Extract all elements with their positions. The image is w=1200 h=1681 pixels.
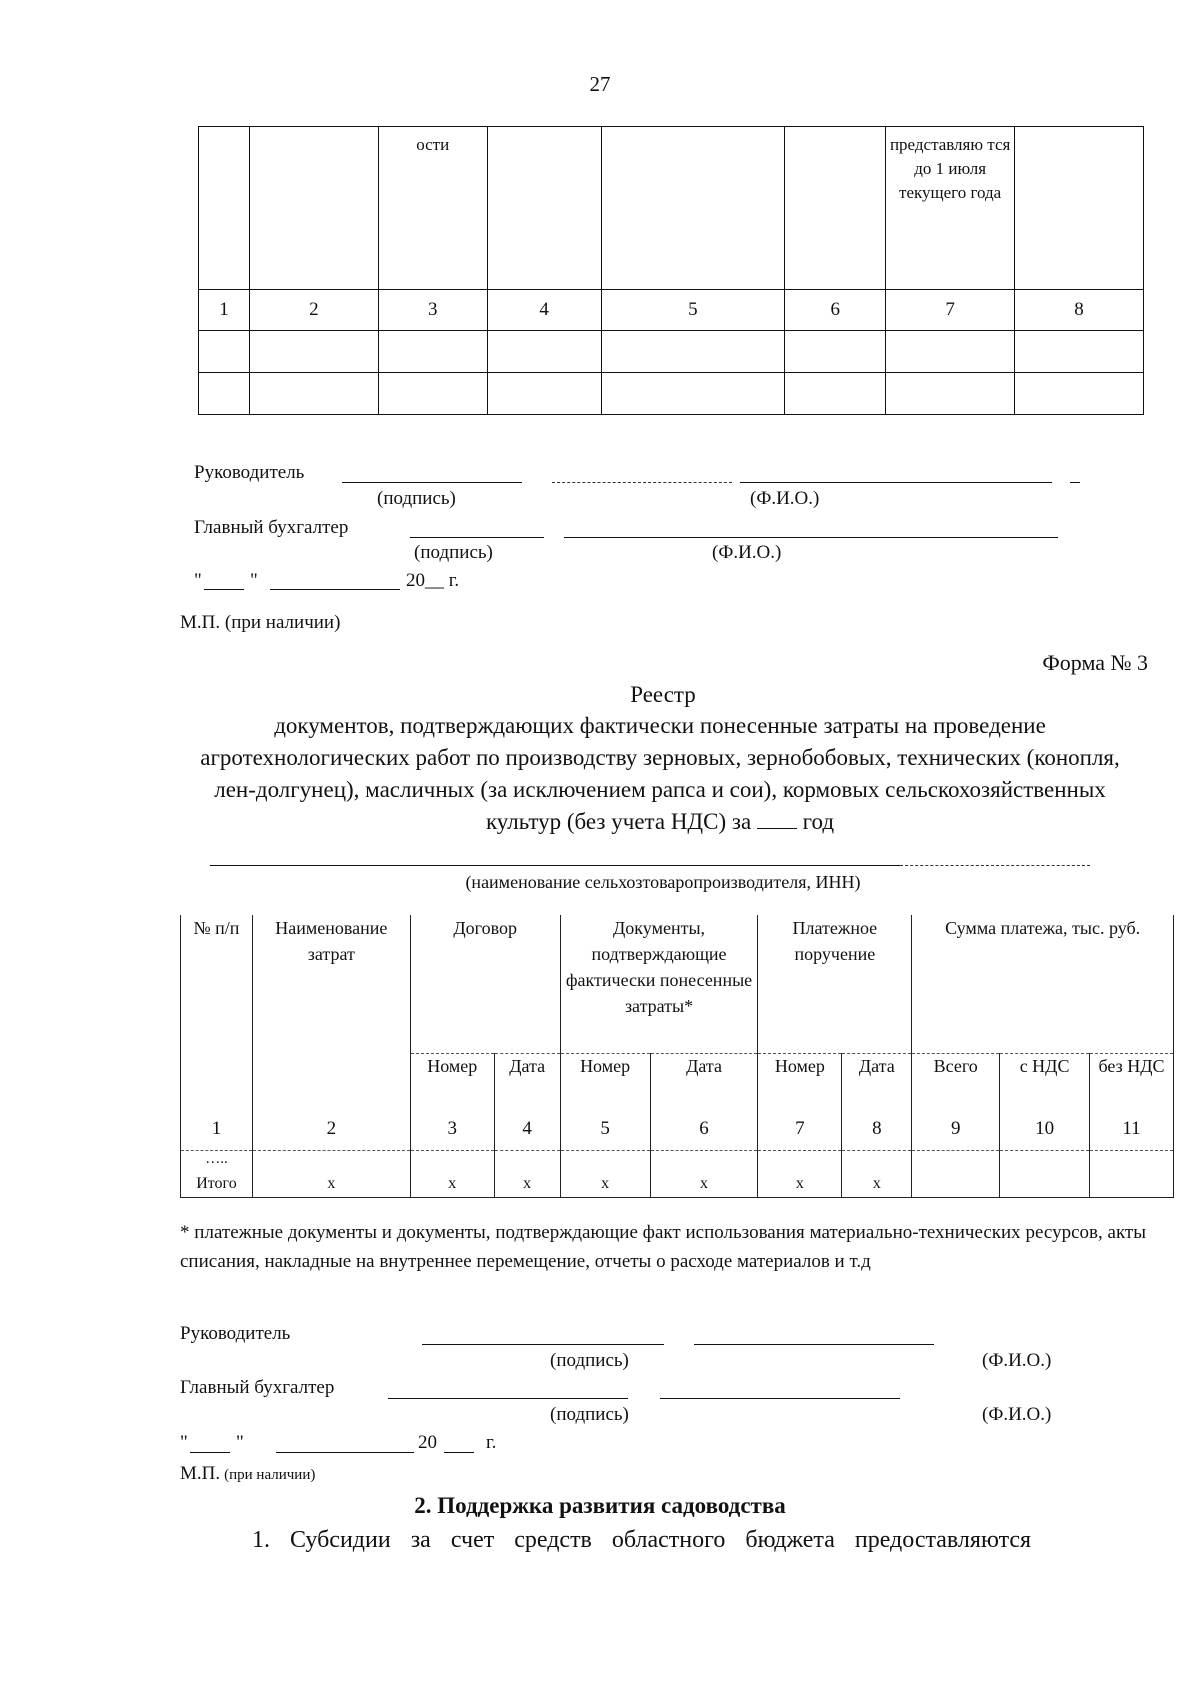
fio-caption: (Ф.И.О.) [712,542,782,563]
register-subtitle [180,710,1140,838]
total-cell: х [252,1171,410,1198]
signature-line [422,1344,664,1345]
column-number: 5 [601,290,785,331]
subheader: с НДС [1000,1054,1090,1109]
total-cell: х [650,1171,758,1198]
date-quote-open: " [180,1432,188,1453]
column-number: 4 [494,1108,560,1151]
head-label: Руководитель [180,1323,291,1344]
subheader: Дата [842,1054,912,1109]
register-title: Реестр [630,682,696,707]
table-cell [487,127,601,290]
line-tick [1070,482,1080,483]
org-caption: (наименование сельхозтоваропроизводителя, ИНН) [465,872,861,892]
column-number: 1 [199,290,250,331]
fio-caption: (Ф.И.О.) [982,1350,1052,1371]
column-number: 8 [1015,290,1144,331]
header-sum: Сумма платежа, тыс. руб. [912,915,1174,1054]
date-month-line [276,1452,414,1453]
total-label: Итого [181,1171,253,1198]
date-quote-open: " [194,570,202,591]
header-docs: Документы, подтверждающие фактически понесенные затраты* [560,915,758,1054]
register-table [180,915,1174,1198]
register-subtitle-end: год [802,809,835,834]
subheader: Дата [494,1054,560,1109]
date-quote-close: " [250,570,258,591]
total-cell: х [842,1171,912,1198]
fio-line [552,482,732,483]
table-cell [1015,127,1144,290]
fio-line [564,537,1058,538]
column-number: 1 [181,1108,253,1151]
register-subtitle-text: документов, подтверждающих фактически понесенные затраты на проведение агротехнологических работ по производству зерновых, зернобобовых, технических (конопля, лен-долгунец), масличных (за исключением рапса и сои), кормовых сельскохозяйственных культур (без учета НДС) за [200,713,1120,834]
header-payment: Платежное поручение [758,915,912,1054]
table-cell [199,127,250,290]
signature-line [410,537,544,538]
dots-cell: ….. [181,1151,253,1172]
column-number: 5 [560,1108,650,1151]
signature-caption: (подпись) [550,1404,629,1425]
subheader: без НДС [1090,1054,1174,1109]
section-title: 2. Поддержка развития садоводства [414,1493,786,1518]
fio-line [660,1398,900,1399]
date-quote-close: " [236,1432,244,1453]
date-year: 20__ г. [406,570,460,591]
stamp-label [180,1463,315,1485]
stamp-label: М.П. (при наличии) [180,612,341,633]
section-paragraph: 1. Субсидии за счет средств областного бюджета предоставляются [252,1527,1032,1553]
column-number: 11 [1090,1108,1174,1151]
column-number: 3 [410,1108,494,1151]
column-number: 9 [912,1108,1000,1151]
fio-line [740,482,1052,483]
footnote: * платежные документы и документы, подтверждающие факт использования материально-технических ресурсов, акты списания, накладные на внутреннее перемещение, отчеты о расходе материалов и т.д [180,1222,1146,1272]
column-number: 4 [487,290,601,331]
total-cell: х [494,1171,560,1198]
head-label: Руководитель [194,462,305,483]
signature-line [388,1398,628,1399]
header-name: Наименование затрат [252,915,410,1108]
column-number: 2 [252,1108,410,1151]
header-num: № п/п [181,915,253,1108]
date-year: 20 [418,1432,437,1453]
table-cell [249,127,378,290]
continuation-table [198,126,1144,415]
total-cell: х [410,1171,494,1198]
total-cell [1000,1171,1090,1198]
column-number: 6 [785,290,886,331]
table-cell [601,127,785,290]
table-row [199,331,1144,373]
signature-caption: (подпись) [550,1350,629,1371]
signature-caption: (подпись) [377,488,456,509]
date-suffix: г. [486,1432,497,1453]
date-month-line [270,589,400,590]
stamp-main: М.П. [180,1463,221,1484]
column-number: 7 [758,1108,842,1151]
total-cell [912,1171,1000,1198]
signature-caption: (подпись) [414,542,493,563]
subheader: Всего [912,1054,1000,1109]
total-cell [1090,1171,1174,1198]
year-blank [757,810,797,829]
table-row [199,373,1144,415]
table-cell: ости [378,127,487,290]
subheader: Дата [650,1054,758,1109]
column-number: 7 [886,290,1015,331]
subheader: Номер [560,1054,650,1109]
date-day-line [204,589,244,590]
total-cell: х [758,1171,842,1198]
table-cell [785,127,886,290]
column-number: 2 [249,290,378,331]
accountant-label: Главный бухгалтер [180,1377,335,1398]
subheader: Номер [758,1054,842,1109]
fio-caption: (Ф.И.О.) [750,488,820,509]
fio-line [694,1344,934,1345]
table-cell: представляю тся до 1 июля текущего года [886,127,1015,290]
total-cell: х [560,1171,650,1198]
date-year-line [444,1452,474,1453]
stamp-note: (при наличии) [224,1467,316,1483]
form-number: Форма № 3 [1042,650,1148,675]
subheader: Номер [410,1054,494,1109]
date-day-line [190,1452,230,1453]
org-name-line [210,865,900,866]
header-contract: Договор [410,915,560,1054]
accountant-label: Главный бухгалтер [194,517,349,538]
page-number: 27 [589,72,611,96]
column-number: 6 [650,1108,758,1151]
column-number: 10 [1000,1108,1090,1151]
fio-caption: (Ф.И.О.) [982,1404,1052,1425]
signature-line [342,482,522,483]
org-name-line-dashed [900,865,1090,866]
column-number: 3 [378,290,487,331]
column-number: 8 [842,1108,912,1151]
